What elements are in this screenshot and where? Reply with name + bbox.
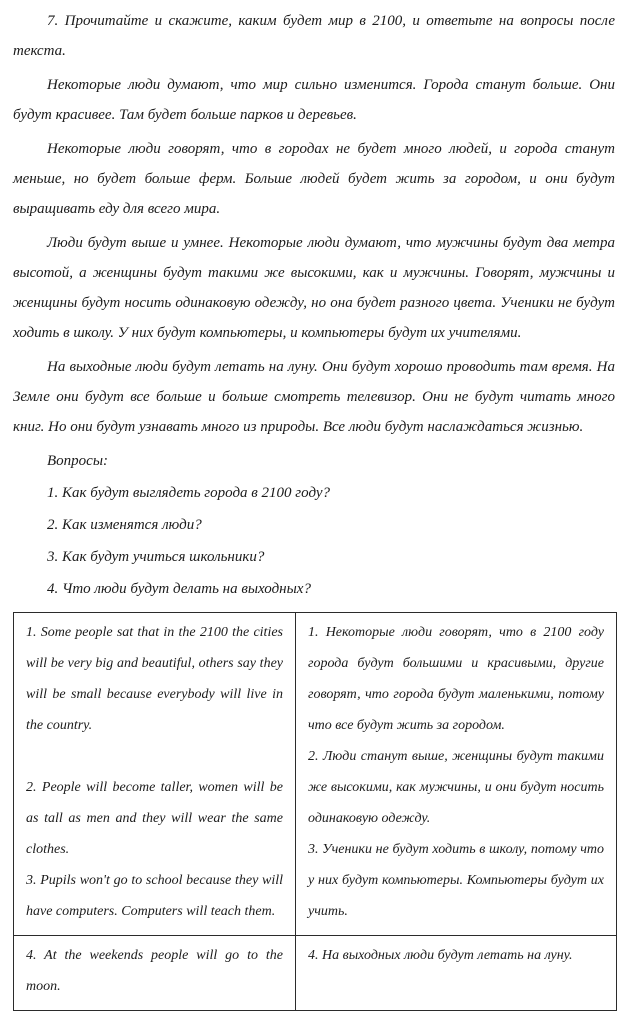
answer-item-en-3: 3. Pupils won't go to school because they will have computers. Computers will teach them. [26, 873, 283, 919]
body-paragraph-2: Некоторые люди говорят, что в городах не будет много людей, и города станут меньше, но будет больше ферм. Больше людей будет жить за городом, и они будут выращивать еду для всего мира. [13, 141, 615, 217]
answer-item-ru-2: 2. Люди станут выше, женщины будут такими же высокими, как мужчины, и они будут носить одинаковую одежду. [308, 749, 604, 826]
body-paragraph-3: Люди будут выше и умнее. Некоторые люди думают, что мужчины будут два метра высотой, а женщины будут такими же высокими, как и мужчины. Говорят, мужчины и женщины будут носить одинаковую одежду, но она будет разного цвета. Ученики не будут ходить в школу. У них будут компьютеры, и компьютеры будут их учителями. [13, 235, 615, 341]
question-3: 3. Как будут учиться школьники? [47, 549, 265, 565]
answer-cell-russian-row2 [296, 936, 617, 1011]
body-paragraph-4: На выходные люди будут летать на луну. Они будут хорошо проводить там время. На Земле они будут все больше и больше смотреть телевизор. Они не будут читать много книг. Но они будут узнавать много из природы. Все люди будут наслаждаться жизнью. [13, 359, 615, 435]
body-paragraph-1: Некоторые люди думают, что мир сильно изменится. Города станут больше. Они будут красивее. Там будет больше парков и деревьев. [13, 77, 615, 123]
table-row-1 [14, 613, 617, 936]
answer-item-ru-4: 4. На выходных люди будут летать на луну. [308, 948, 573, 963]
question-4: 4. Что люди будут делать на выходных? [47, 581, 311, 597]
questions-heading: Вопросы: [47, 453, 108, 469]
answer-cell-russian-row1 [296, 613, 617, 936]
answer-item-en-4: 4. At the weekends people will go to the moon. [26, 948, 283, 994]
answer-cell-english-row1 [14, 613, 296, 936]
answer-item-en-1: 1. Some people sat that in the 2100 the cities will be very big and beautiful, others say they will be small because everybody will live in the country. [26, 625, 283, 733]
answer-item-en-2: 2. People will become taller, women will be as tall as men and they will wear the same clothes. [26, 780, 283, 857]
blank-line [26, 741, 283, 772]
answer-cell-english-row2 [14, 936, 296, 1011]
answer-item-ru-3: 3. Ученики не будут ходить в школу, потому что у них будут компьютеры. Компьютеры будут их учить. [308, 842, 604, 919]
answer-item-ru-1: 1. Некоторые люди говорят, что в 2100 году города будут большими и красивыми, другие говорят, что города будут маленькими, потому что все будут жить за городом. [308, 625, 604, 733]
answers-table [13, 612, 617, 1011]
task-paragraph: 7. Прочитайте и скажите, каким будет мир в 2100, и ответьте на вопросы после текста. [13, 13, 615, 59]
question-2: 2. Как изменятся люди? [47, 517, 202, 533]
table-row-2 [14, 936, 617, 1011]
question-1: 1. Как будут выглядеть города в 2100 году? [47, 485, 331, 501]
